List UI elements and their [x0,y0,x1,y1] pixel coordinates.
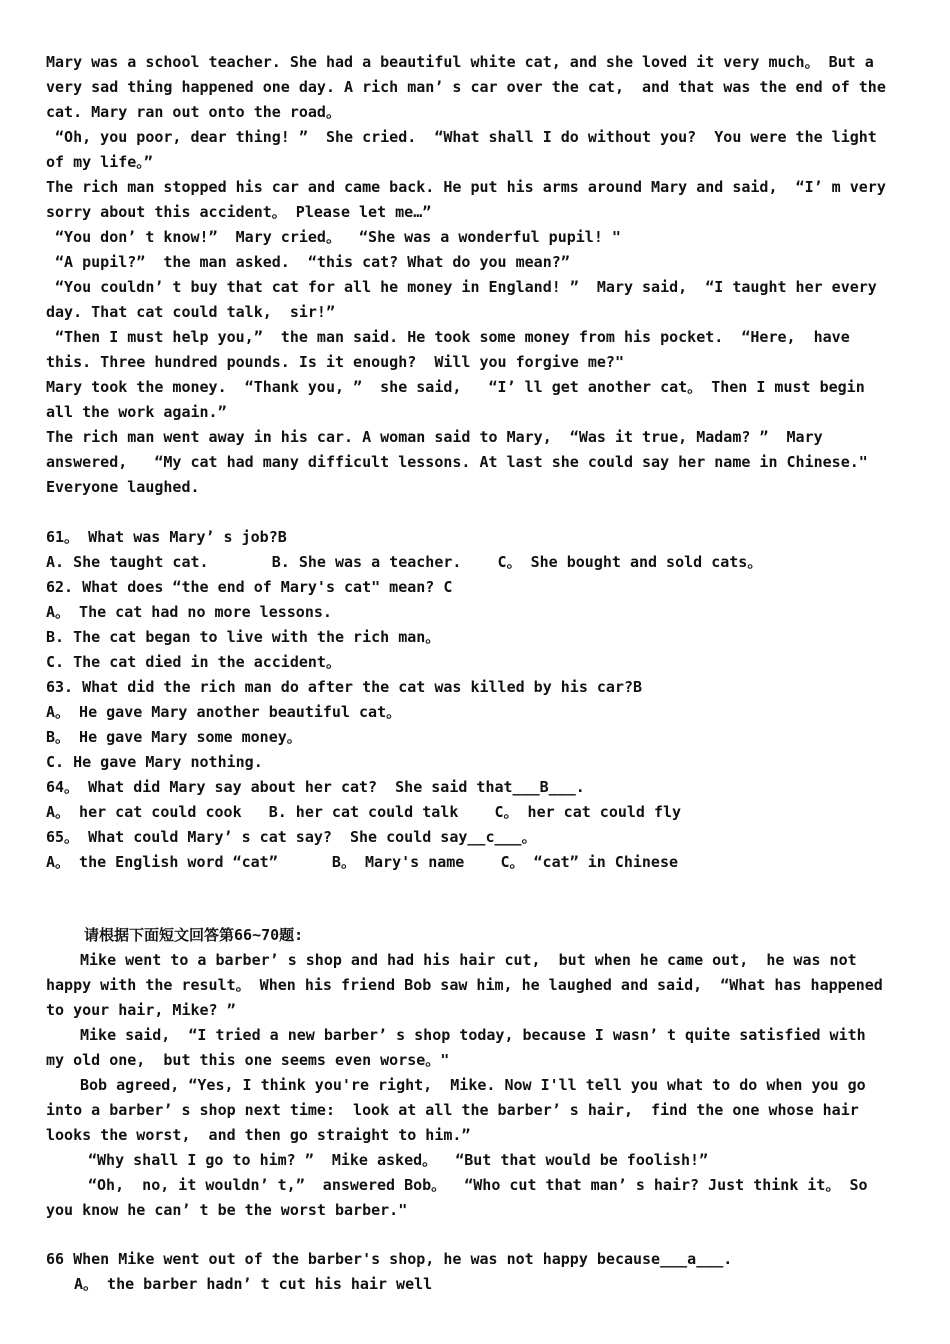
passage-1-line: of my life。” [46,153,153,171]
question-line: A。 He gave Mary another beautiful cat。 [46,703,402,721]
question-line: 66 When Mike went out of the barber's shop, he was not happy because___a___. [46,1250,733,1268]
question-line: A。 the English word “cat” B。 Mary's name C。 “cat” in Chinese [46,853,678,871]
question-line: B。 He gave Mary some money。 [46,728,302,746]
question-line: B. The cat began to live with the rich man。 [46,628,441,646]
passage-1-line: The rich man went away in his car. A woman said to Mary, “Was it true, Madam? ” Mary [46,428,823,446]
passage-2-line: to your hair, Mike? ” [46,1001,236,1019]
passage-1-line: all the work again.” [46,403,227,421]
passage-2-line: into a barber’ s shop next time: look at all the barber’ s hair, find the one whose hair [46,1101,859,1119]
question-line: A。 The cat had no more lessons. [46,603,332,621]
passage-1-line: cat. Mary ran out onto the road。 [46,103,341,121]
passage-1-line: “Oh, you poor, dear thing! ” She cried. “What shall I do without you? You were the light [46,128,877,146]
passage-1-line: “You don’ t know!” Mary cried。 “She was a wonderful pupil! " [46,228,621,246]
question-line: 65。 What could Mary’ s cat say? She could say__c___。 [46,828,537,846]
passage-2-line: Mike said, “I tried a new barber’ s shop today, because I wasn’ t quite satisfied with [80,1026,866,1044]
passage-1-line: Mary was a school teacher. She had a beautiful white cat, and she loved it very much。 But a [46,53,874,71]
passage-1-line: sorry about this accident。 Please let me…” [46,203,432,221]
question-line: A. She taught cat. B. She was a teacher. C。 She bought and sold cats。 [46,553,763,571]
question-line: C. He gave Mary nothing. [46,753,263,771]
passage-2-line: my old one, but this one seems even worse。" [46,1051,450,1069]
question-line: A。 her cat could cook B. her cat could talk C。 her cat could fly [46,803,682,821]
question-line: 61。 What was Mary’ s job?B [46,528,287,546]
question-line: 63. What did the rich man do after the cat was killed by his car?B [46,678,643,696]
passage-1-line: The rich man stopped his car and came back. He put his arms around Mary and said, “I’ m very [46,178,886,196]
passage-2-line: happy with the result。 When his friend Bob saw him, he laughed and said, “What has happened [46,976,883,994]
section-2-heading: 请根据下面短文回答第66~70题: [84,926,304,944]
question-line: 62. What does “the end of Mary's cat" mean? C [46,578,453,596]
passage-2-line: Mike went to a barber’ s shop and had his hair cut, but when he came out, he was not [80,951,857,969]
passage-2-line: “Oh, no, it wouldn’ t,” answered Bob。 “Who cut that man’ s hair? Just think it。 So [88,1176,868,1194]
passage-1-line: day. That cat could talk, sir!” [46,303,335,321]
passage-1-line: “You couldn’ t buy that cat for all he money in England! ” Mary said, “I taught her every [46,278,877,296]
passage-1-line: Mary took the money. “Thank you, ” she said, “I’ ll get another cat。 Then I must begin [46,378,865,396]
question-line: A。 the barber hadn’ t cut his hair well [74,1275,433,1293]
passage-2-line: Bob agreed, “Yes, I think you're right, Mike. Now I'll tell you what to do when you go [80,1076,866,1094]
passage-2-line: you know he can’ t be the worst barber." [46,1201,408,1219]
passage-1-line: “A pupil?” the man asked. “this cat? What do you mean?” [46,253,570,271]
passage-1-line: very sad thing happened one day. A rich man’ s car over the cat, and that was the end of the [46,78,886,96]
passage-1-line: “Then I must help you,” the man said. He took some money from his pocket. “Here, have [46,328,850,346]
passage-1-line: this. Three hundred pounds. Is it enough? Will you forgive me?" [46,353,624,371]
passage-2-line: “Why shall I go to him? ” Mike asked。 “But that would be foolish!” [88,1151,709,1169]
question-line: 64。 What did Mary say about her cat? She said that___B___. [46,778,585,796]
passage-2-line: looks the worst, and then go straight to him.” [46,1126,471,1144]
question-line: C. The cat died in the accident。 [46,653,341,671]
passage-1-line: answered, “My cat had many difficult lessons. At last she could say her name in Chinese." [46,453,868,471]
passage-1-line: Everyone laughed. [46,478,200,496]
